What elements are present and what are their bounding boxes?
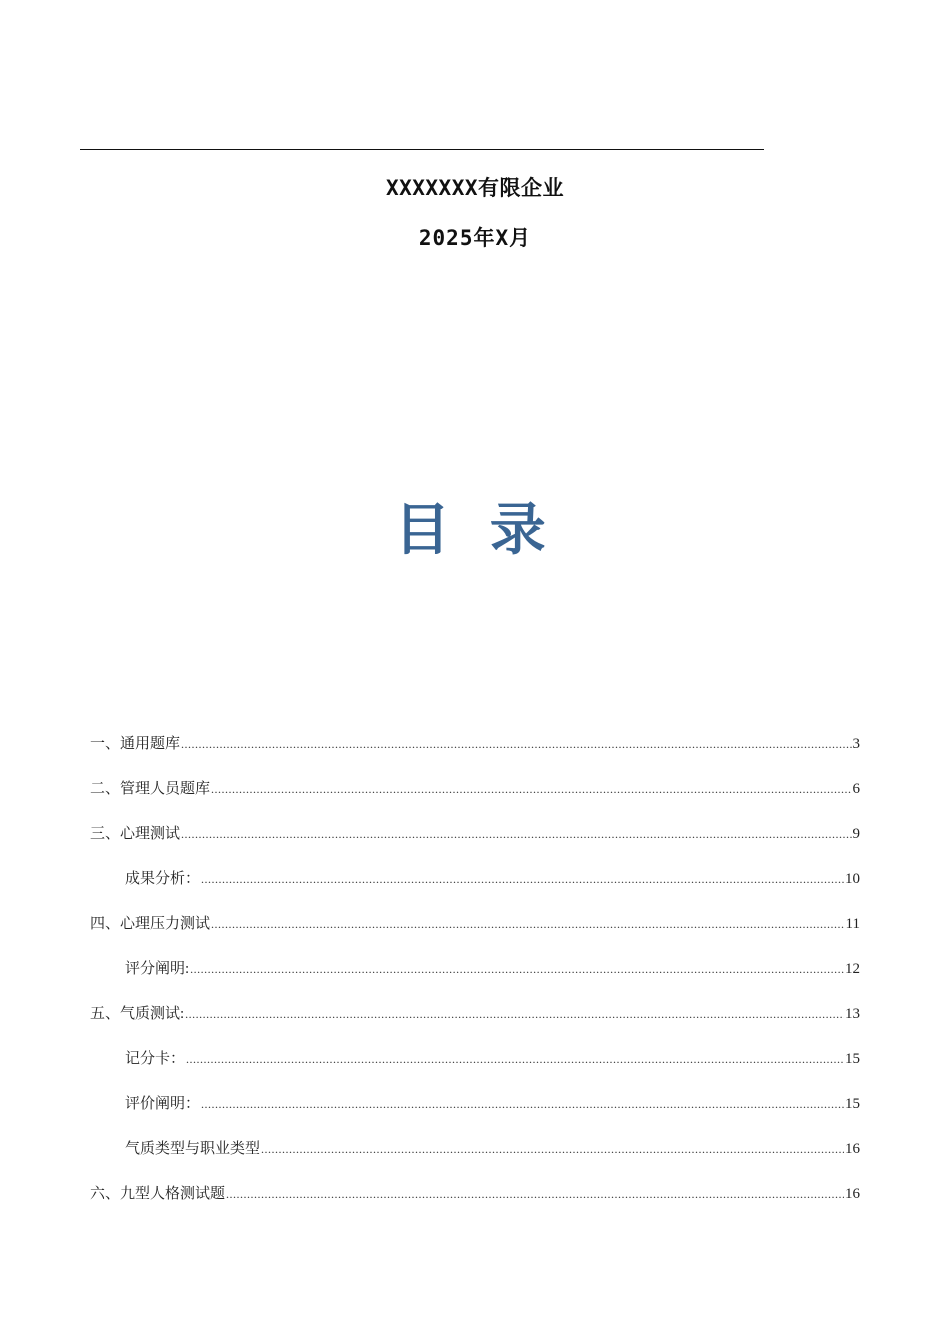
toc-leader-dots	[211, 912, 845, 936]
toc-leader-dots	[226, 1182, 844, 1206]
toc-entry-page: 12	[845, 961, 860, 977]
toc-leader-dots	[185, 1002, 844, 1026]
document-date: 2025年X月	[418, 226, 532, 250]
header-rule	[80, 149, 764, 150]
toc-entry-label: 评分阐明:	[125, 961, 190, 977]
toc-entry[interactable]	[90, 1047, 860, 1092]
toc-leader-dots	[190, 957, 844, 981]
toc-entry-label: 气质类型与职业类型	[125, 1141, 261, 1157]
toc-entry[interactable]	[90, 957, 860, 1002]
toc-entry[interactable]	[90, 822, 860, 867]
toc-entry-label: 四、心理压力测试	[90, 916, 211, 932]
toc-leader-dots	[211, 777, 851, 801]
toc-title: 目 录	[394, 497, 556, 563]
toc-entry-label: 记分卡：	[125, 1051, 186, 1067]
toc-entry-page: 6	[852, 781, 860, 797]
toc-entry-page: 16	[845, 1141, 860, 1157]
toc-entry-page: 9	[852, 826, 860, 842]
toc-leader-dots	[186, 1047, 844, 1071]
toc-entry-page: 15	[845, 1096, 860, 1112]
toc-entry[interactable]	[90, 1137, 860, 1182]
toc-entry[interactable]	[90, 867, 860, 912]
toc-leader-dots	[201, 1092, 844, 1116]
toc-entry-label: 三、心理测试	[90, 826, 181, 842]
toc-entry-label: 六、九型人格测试题	[90, 1186, 226, 1202]
toc-entry[interactable]	[90, 912, 860, 957]
toc-entry-page: 16	[845, 1186, 860, 1202]
toc-entry-label: 二、管理人员题库	[90, 781, 211, 797]
toc-entry-label: 一、通用题库	[90, 736, 181, 752]
toc-entry-label: 五、气质测试:	[90, 1006, 185, 1022]
toc-entry[interactable]	[90, 1182, 860, 1227]
toc-leader-dots	[261, 1137, 844, 1161]
table-of-contents	[90, 732, 860, 1227]
toc-entry-page: 10	[845, 871, 860, 887]
toc-leader-dots	[181, 732, 851, 756]
toc-entry-page: 11	[845, 916, 860, 932]
company-name: XXXXXXX有限企业	[385, 176, 564, 200]
toc-entry[interactable]	[90, 777, 860, 822]
toc-entry[interactable]	[90, 1002, 860, 1047]
toc-entry-label: 成果分析：	[125, 871, 201, 887]
toc-entry-page: 3	[852, 736, 860, 752]
toc-entry-label: 评价阐明：	[125, 1096, 201, 1112]
toc-entry[interactable]	[90, 1092, 860, 1137]
toc-entry[interactable]	[90, 732, 860, 777]
toc-leader-dots	[181, 822, 851, 846]
toc-entry-page: 15	[845, 1051, 860, 1067]
toc-entry-page: 13	[845, 1006, 860, 1022]
toc-leader-dots	[201, 867, 844, 891]
